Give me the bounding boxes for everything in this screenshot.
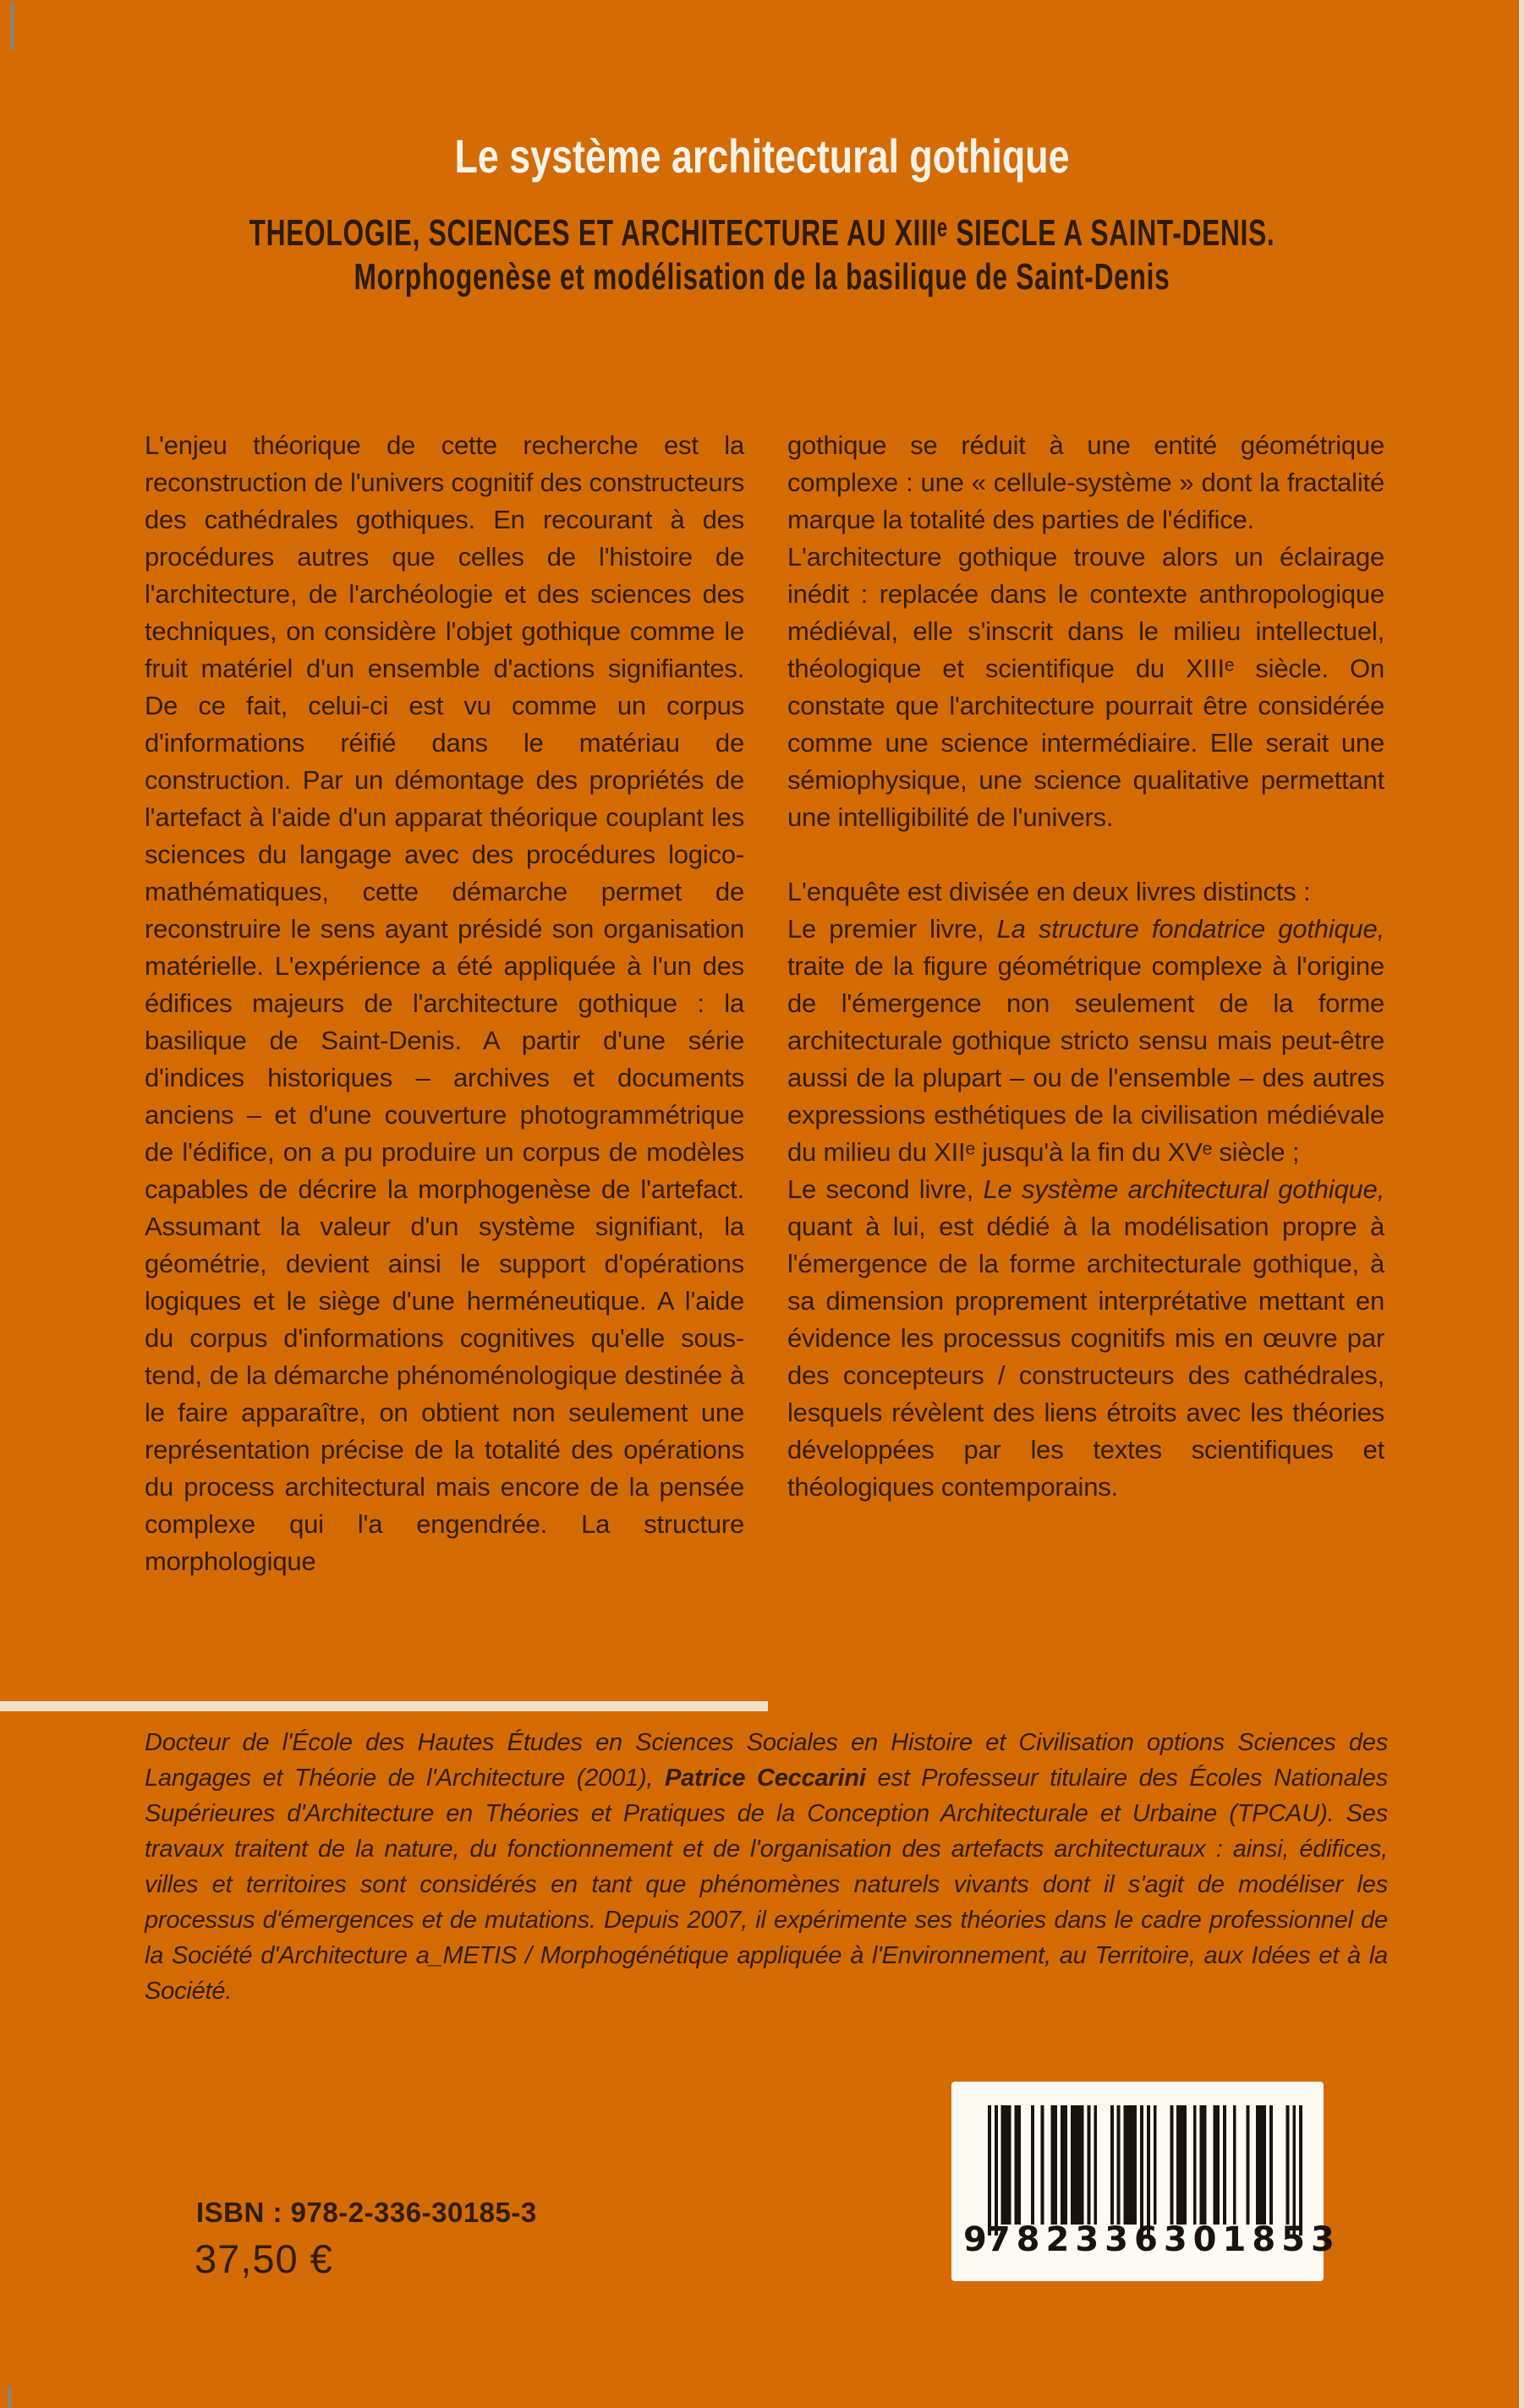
right-edge-strip xyxy=(1519,0,1524,2408)
barcode-digits xyxy=(951,2220,1340,2259)
barcode-digit-left: 9 xyxy=(963,2220,987,2259)
author-bio-end: est Professeur titulaire des Écoles Nationales Supérieures d'Architecture en Théories et Pratiques de la Conception Architecturale et Urbaine (TPCAU). Ses travaux traitent de la nature, du fonctionnement et de l'organisation des artefacts architecturaux : ainsi, édifices, villes et territoires sont considérés en tant que phénomènes naturels vivants dont il s'agit de modéliser les processus d'émergences et de mutations. Depuis 2007, il expérimente ses théories dans le cadre professionnel de la Société d'Architecture a_METIS / Morphogénétique appliquée à l'Environnement, au Territoire, aux Idées et à la Société. xyxy=(145,1765,1389,2005)
book-subtitle-line2: Morphogenèse et modélisation de la basilique de Saint-Denis xyxy=(354,256,1170,298)
second-book-rest: quant à lui, est dédié à la modélisation propre à l'émergence de la forme architecturale gothique, à sa dimension proprement interprétative mettant en évidence les processus cognitifs mis en œuvre par des concepteurs / constructeurs des cathédrales, lesquels révèlent des liens étroits avec les théories développées par les textes scientifiques et théologiques contemporains. xyxy=(787,1212,1384,1502)
second-book-intro: Le second livre, xyxy=(787,1174,984,1204)
book-subtitle xyxy=(213,211,1310,299)
separator-rule xyxy=(0,1701,768,1711)
summary-paragraph-second-book xyxy=(787,1171,1384,1506)
author-bio-start: Docteur de l'École des Hautes Études en Sciences Sociales en Histoire et Civilisation options Sciences des Langages et Théorie de l'Architecture (2001), xyxy=(145,1729,1388,1792)
first-book-rest: traite de la figure géométrique complexe à l'origine de l'émergence non seulement de la forme architecturale gothique stricto sensu mais peut-être aussi de la plupart – ou de l'ensemble – des autres expressions esthétiques de la civilisation médiévale du milieu du XIIᵉ jusqu'à la fin du XVᵉ siècle ; xyxy=(787,951,1384,1167)
crop-mark-bottom-left xyxy=(8,2386,12,2408)
author-bio xyxy=(145,1725,1388,2009)
summary-paragraph-continuation: gothique se réduit à une entité géométrique complexe : une « cellule-système » dont la fractalité marque la totalité des parties de l'édifice. xyxy=(787,430,1384,534)
summary-right-column xyxy=(787,427,1384,1506)
barcode-digits-group2: 301853 xyxy=(1163,2220,1340,2259)
isbn-text: ISBN : 978-2-336-30185-3 xyxy=(196,2197,537,2228)
barcode-bars-icon xyxy=(988,2105,1302,2236)
summary-paragraph-first-book xyxy=(787,911,1384,1171)
second-book-title: Le système architectural gothique, xyxy=(983,1174,1384,1204)
summary-paragraph-two-books: L'enquête est divisée en deux livres distincts : xyxy=(787,877,1311,906)
summary-paragraph-context: L'architecture gothique trouve alors un éclairage inédit : replacée dans le contexte anthropologique médiéval, elle s'inscrit dans le milieu intellectuel, théologique et scientifique du XIIIᵉ siècle. On constate que l'architecture pourrait être considérée comme une science intermédiaire. Elle serait une sémiophysique, une science qualitative permettant une intelligibilité de l'univers. xyxy=(787,542,1384,832)
summary-left-column xyxy=(145,427,744,1580)
crop-mark-top-left xyxy=(10,3,14,50)
summary-paragraph-left: L'enjeu théorique de cette recherche est la reconstruction de l'univers cognitif des constructeurs des cathédrales gothiques. En recourant à des procédures autres que celles de l'histoire de l'architecture, de l'archéologie et des sciences des techniques, on considère l'objet gothique comme le fruit matériel d'un ensemble d'actions signifiantes. De ce fait, celui-ci est vu comme un corpus d'informations réifié dans le matériau de construction. Par un démontage des propriétés de l'artefact à l'aide d'un apparat théorique couplant les sciences du langage avec des procédures logico-mathématiques, cette démarche permet de reconstruire le sens ayant présidé son organisation matérielle. L'expérience a été appliquée à l'un des édifices majeurs de l'architecture gothique : la basilique de Saint-Denis. A partir d'une série d'indices historiques – archives et documents anciens – et d'une couverture photogrammétrique de l'édifice, on a pu produire un corpus de modèles capables de décrire la morphogenèse de l'artefact. Assumant la valeur d'un système signifiant, la géométrie, devient ainsi le support d'opérations logiques et le siège d'une herméneutique. A l'aide du corpus d'informations cognitives qu'elle sous-tend, de la démarche phénoménologique destinée à le faire apparaître, on obtient non seulement une représentation précise de la totalité des opérations du process architectural mais encore de la pensée complexe qui l'a engendrée. La structure morphologique xyxy=(145,430,744,1576)
barcode xyxy=(951,2082,1340,2281)
barcode-digits-group1: 782336 xyxy=(986,2220,1164,2259)
first-book-intro: Le premier livre, xyxy=(787,914,997,944)
book-title: Le système architectural gothique xyxy=(454,129,1070,183)
first-book-title: La structure fondatrice gothique, xyxy=(996,914,1384,944)
price-text: 37,50 € xyxy=(195,2236,333,2281)
book-subtitle-line1: THEOLOGIE, SCIENCES ET ARCHITECTURE AU XIIIᵉ SIECLE A SAINT-DENIS. xyxy=(249,212,1275,254)
author-name: Patrice Ceccarini xyxy=(664,1765,866,1792)
